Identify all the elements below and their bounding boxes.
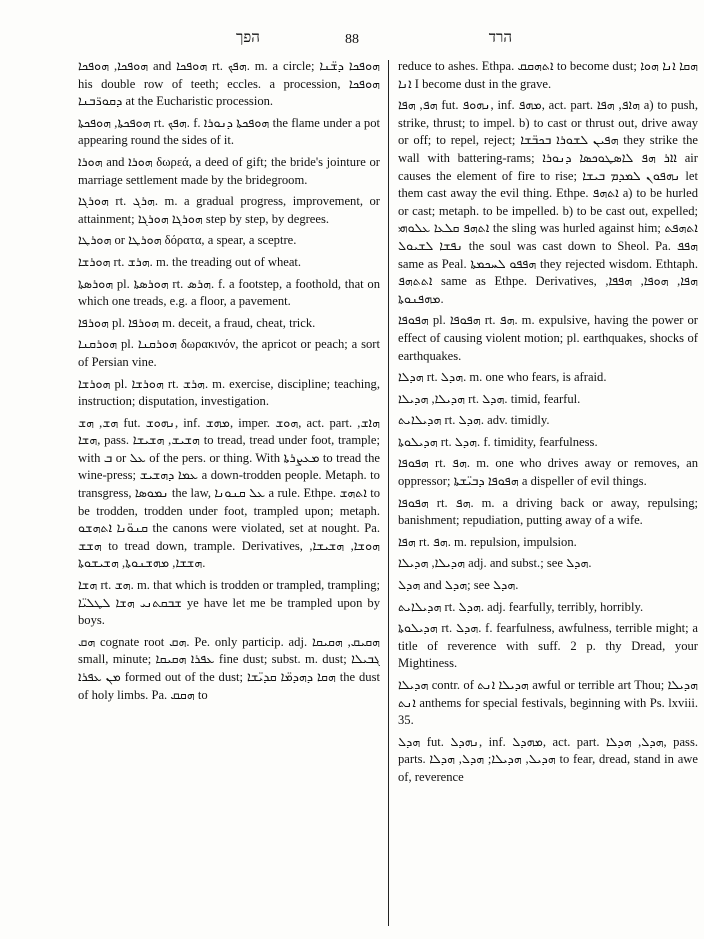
left-column xyxy=(78,58,380,930)
dictionary-entry: ܗܘܪܩܢܐ pl. ܗܘܪܩܢܐ δωρακινόν, the apricot or peach; a sort of Persian vine. xyxy=(78,337,380,369)
dictionary-entry: ܗܩ cognate root ܗܩ. Pe. only particip. adj. ܗܩܝܩ, ܗܩܝܩܐ small, minute; ܥܦܪܐ ܗܩܝܩܐ fine dust; subst. m. dust; ܓܒܝܠܐ ܡܢ ܥܦܪܐ formed out of the dust; ܗܩܐ ܕܗܕܡ̈ܐ ܩܕܝ̈ܫܐ the dust of holy limbs. Pa. ܗܩܩ to xyxy=(78,634,380,702)
dictionary-entry: ܗܘܪܣܬܐ pl. ܗܘܪܣܬܐ rt. ܗܪܣ. f. a footstep, a foothold, that on which one treads, e.g. a floor, a pavement. xyxy=(78,276,380,309)
page-number: 88 xyxy=(345,32,359,47)
dictionary-entry: ܗܕܝܠܐܝܬ rt. ܗܕܠ. adv. timidly. xyxy=(398,413,550,428)
dictionary-entry: ܗܦܘܦܐ pl. ܗܦܘܦܐ rt. ܗܦ. m. expulsive, having the power or effect of causing violent motion; pl. earthquakes, shocks of earthquakes. xyxy=(398,313,698,363)
dictionary-entry: ܗܘܪܫܐ rt. ܗܪܫ. m. the treading out of wheat. xyxy=(78,254,302,269)
dictionary-entry: ܗܕܠ and ܗܕܠ; see ܗܕܠ. xyxy=(398,578,519,593)
dictionary-entry: ܗܦܐ rt. ܗܦ. m. repulsion, impulsion. xyxy=(398,534,577,549)
dictionary-entry: ܗܕܝܠܘܬܐ rt. ܗܕܠ. f. fearfulness, awfulness, terrible might; a title of reverence with suff. 2 p. thy Dread, your Mightiness. xyxy=(398,621,698,671)
dictionary-entry: ܗܘܦܟܐ, ܗܘܦܟܐ and ܗܘܦܟܐ rt. ܗܦܟ. m. a circle; ܗܘܦܟܐ ܕܫ̈ܢܐ his double row of teeth; eccles. a procession, ܗܘܦܟܐ ܕܩܘܪ̈ܒܢܐ at the Eucharistic procession. xyxy=(78,59,380,109)
dictionary-entry: ܗܘܪܛܐ or ܗܘܪܛܐ δόρατα, a spear, a sceptre. xyxy=(78,233,297,248)
dictionary-entry: ܗܕܠܐ rt. ܗܕܠ. m. one who fears, is afraid. xyxy=(398,370,607,385)
dictionary-entry: ܗܘܪܦܐ pl. ܗܘܪܦܐ m. deceit, a fraud, cheat, trick. xyxy=(78,315,316,330)
dictionary-entry: ܗܦ, ܗܦܐ fut. ܢܗܘܦ, inf. ܡܗܦ, act. part. ܗܐܦ, ܗܦܐ a) to push, strike, thrust; to impel. b) to cast or thrust out, drive away or off; to repel, reject; ܗܦܝܢ ܠܫܘܪܐ ܒܟܒ̈ܫܐ they strike the wall with battering-rams; ܐܐܪ ܗܦ ܠܐܣܛܘܟܣܐ ܕܢܘܪܐ air causes the element of fire to rise; ܢܗܦܘܢ ܠܡܕܡ ܒܝܫܐ let them cast away the evil thing. Ethpe. ܐܬܗܦ a) to be hurled or cast; metaph. to be impelled. b) to be cast out, expelled; ܐܬܗܦ ܩܠܥܐ ܥܠܘܗܝ the sling was hurled against him; ܐܬܗܦܬ ܢܦܫܐ ܠܫܝܘܠ the soul was cast down to Sheol. Pa. ܗܦܦ same as Peal. ܗܦܦܘ ܠܚܟܡܬܐ they rejected wisdom. Ethtaph. ܐܬܬܗܦ same as Ethpe. Derivatives, ܗܦܐ, ܗܘܦܐ, ܗܦܦܐ, ܡܗܦܢܘܬܐ. xyxy=(398,98,698,306)
right-column xyxy=(398,58,698,930)
header-left-hebrew: הפך xyxy=(236,30,260,46)
dictionary-entry: ܗܘܪܓܐ rt. ܗܪܓ. m. a gradual progress, improvement, or attainment; ܗܘܪܓܐ ܗܘܪܓܐ step by step, by degrees. xyxy=(78,194,380,226)
dictionary-entry: ܗܕܝܠܘܬܐ rt. ܗܕܠ. f. timidity, fearfulness. xyxy=(398,434,598,449)
dictionary-entry: ܗܫ, ܗܫ fut. ܢܗܘܫ, inf. ܡܗܫ, imper. ܗܘܫ, act. part. ܗܐܫ, ܗܫܐ, pass. ܗܫܝܫ, ܗܫܝܫܐ to tread, tread under foot, trample; with ܒ or ܥܠ of the pers. or thing. With ܡܥܨܪܬܐ to tread the wine-press; ܥܡܐ ܕܗܫܝܫ a down-trodden people. Metaph. to transgress, ܢܡܘܣܐ the law, ܥܠ ܩܢܘܢܐ a rule. Ethpe. ܐܬܗܫ to be trodden, trodden under foot, trampled upon; metaph. ܩܢܘ̈ܢܐ ܐܬܗܫܘ the canons were violated, set at nought. Pa. ܗܫܫ to tread down, trample. Derivatives, ܗܘܫܐ, ܗܫܝܫܐ, ܗܫܫܐ, ܡܗܫܢܘܬܐ, ܗܫܝܫܘܬܐ. xyxy=(78,415,380,571)
dictionary-entry: ܗܘܦܟܬܐ, ܗܘܦܟܬܐ rt. ܗܦܟ. f. ܗܘܦܟܬܐ ܕܢܘܪܐ the flame under a pot appearing round the sides of it. xyxy=(78,115,380,148)
dictionary-entry: ܗܦܘܦܐ rt. ܗܦ. m. a driving back or away, repulsing; banishment; repudiation, putting away of a wife. xyxy=(398,495,698,528)
dictionary-entry: ܗܫܐ rt. ܗܫ. m. that which is trodden or trampled, trampling; ܫܒܩܬܢܝ ܗܫܐ ܠܛܠܝ̈ܐ ye have let me be trampled upon by boys. xyxy=(78,578,380,628)
header-right-hebrew: הרד xyxy=(488,30,512,46)
dictionary-entry: ܗܕܝܠܐܝܬ rt. ܗܕܠ. adj. fearfully, terribly, horribly. xyxy=(398,599,644,614)
dictionary-entry: ܗܕܝܠܐ, ܗܕܝܠܐ adj. and subst.; see ܗܕܠ. xyxy=(398,556,592,571)
dictionary-entry: ܗܘܪܫܐ pl. ܗܘܪܫܐ rt. ܗܪܫ. m. exercise, discipline; teaching, instruction; disputation, investigation. xyxy=(78,376,380,409)
dictionary-entry: ܗܦܘܦܐ rt. ܗܦ. m. one who drives away or removes, an oppressor; ܗܦܘܦܐ ܕܒܝ̈ܫܬܐ a dispeller of evil things. xyxy=(398,456,698,489)
dictionary-entry: ܗܕܝܠܐ, ܗܕܝܠܐ rt. ܗܕܠ. timid, fearful. xyxy=(398,391,581,406)
dictionary-entry: reduce to ashes. Ethpa. ܐܬܗܩܩ to become dust; ܗܩܐ ܐܢܐ ܗܘܐ ܐܢܐ I become dust in the grave. xyxy=(398,59,698,91)
column-divider xyxy=(388,60,389,926)
dictionary-entry: ܗܘܪܐ and ܗܘܪܐ δωρεά, a deed of gift; the bride's jointure or marriage settlement made by the bridegroom. xyxy=(78,154,380,187)
dictionary-entry: ܗܕܝܠܐ contr. of ܗܕܝܠܐ ܐܢܬ awful or terrible art Thou; ܗܕܝܠܐ ܐܢܬ anthems for special festivals, beginning with Ps. lxviii. 35. xyxy=(398,678,698,728)
dictionary-entry: ܗܕܠ fut. ܢܗܕܠ, inf. ܡܗܕܠ, act. part. ܗܕܠ, ܗܕܠܐ, pass. parts. ܗܕܝܠ, ܗܕܝܠܐ; ܗܕܠ, ܗܕܠܐ to fear, dread, stand in awe of, reverence xyxy=(398,734,698,784)
